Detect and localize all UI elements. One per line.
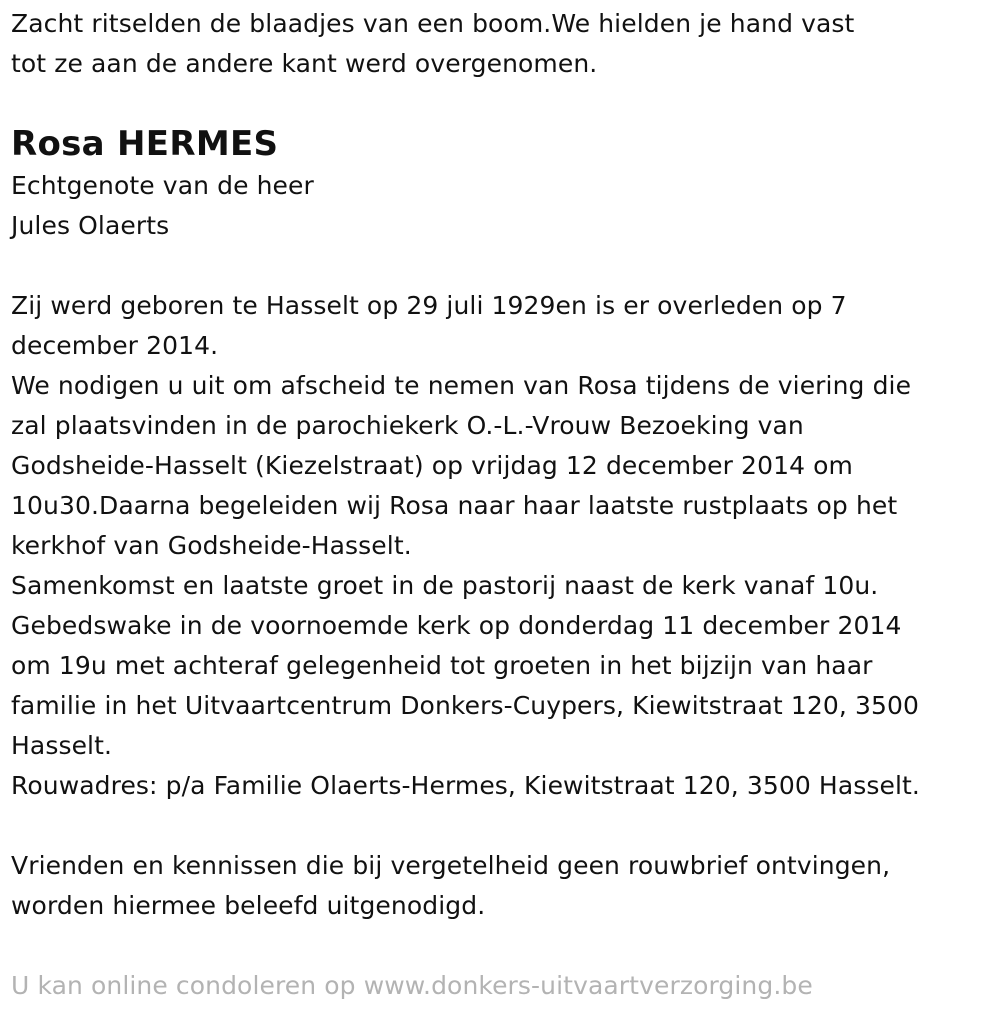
body-line: kerkhof van Godsheide-Hasselt. [11,531,412,560]
spouse-line: Echtgenote van de heer [11,171,314,200]
body-line: december 2014. [11,331,219,360]
body-line: Gebedswake in de voornoemde kerk op donderdag 11 december 2014 [11,611,902,640]
invitation [11,846,986,926]
body-line: zal plaatsvinden in de parochiekerk O.-L.-Vrouw Bezoeking van [11,411,804,440]
spacer [11,926,986,966]
body-line: Godsheide-Hasselt (Kiezelstraat) op vrijdag 12 december 2014 om [11,451,853,480]
mourning-address: Rouwadres: p/a Familie Olaerts-Hermes, Kiewitstraat 120, 3500 Hasselt. [11,771,920,800]
spacer [11,246,986,286]
spouse-name: Jules Olaerts [11,211,170,240]
online-condolence-link[interactable]: U kan online condoleren op www.donkers-uitvaartverzorging.be [11,971,813,1000]
deceased-name: Rosa HERMES [11,124,279,164]
invitation-line: worden hiermee beleefd uitgenodigd. [11,891,486,920]
spacer [11,806,986,846]
announcement-body [11,286,986,806]
motto-line: tot ze aan de andere kant werd overgenomen. [11,49,598,78]
body-line: om 19u met achteraf gelegenheid tot groeten in het bijzijn van haar [11,651,873,680]
body-line: Samenkomst en laatste groet in de pastorij naast de kerk vanaf 10u. [11,571,879,600]
body-line: familie in het Uitvaartcentrum Donkers-Cuypers, Kiewitstraat 120, 3500 [11,691,919,720]
invitation-line: Vrienden en kennissen die bij vergetelheid geen rouwbrief ontvingen, [11,851,891,880]
body-line: We nodigen u uit om afscheid te nemen van Rosa tijdens de viering die [11,371,912,400]
body-line: Zij werd geboren te Hasselt op 29 juli 1929en is er overleden op 7 [11,291,847,320]
motto [11,4,986,84]
obituary-notice [11,4,986,1006]
motto-line: Zacht ritselden de blaadjes van een boom.We hielden je hand vast [11,9,855,38]
body-line: 10u30.Daarna begeleiden wij Rosa naar haar laatste rustplaats op het [11,491,898,520]
body-line: Hasselt. [11,731,113,760]
